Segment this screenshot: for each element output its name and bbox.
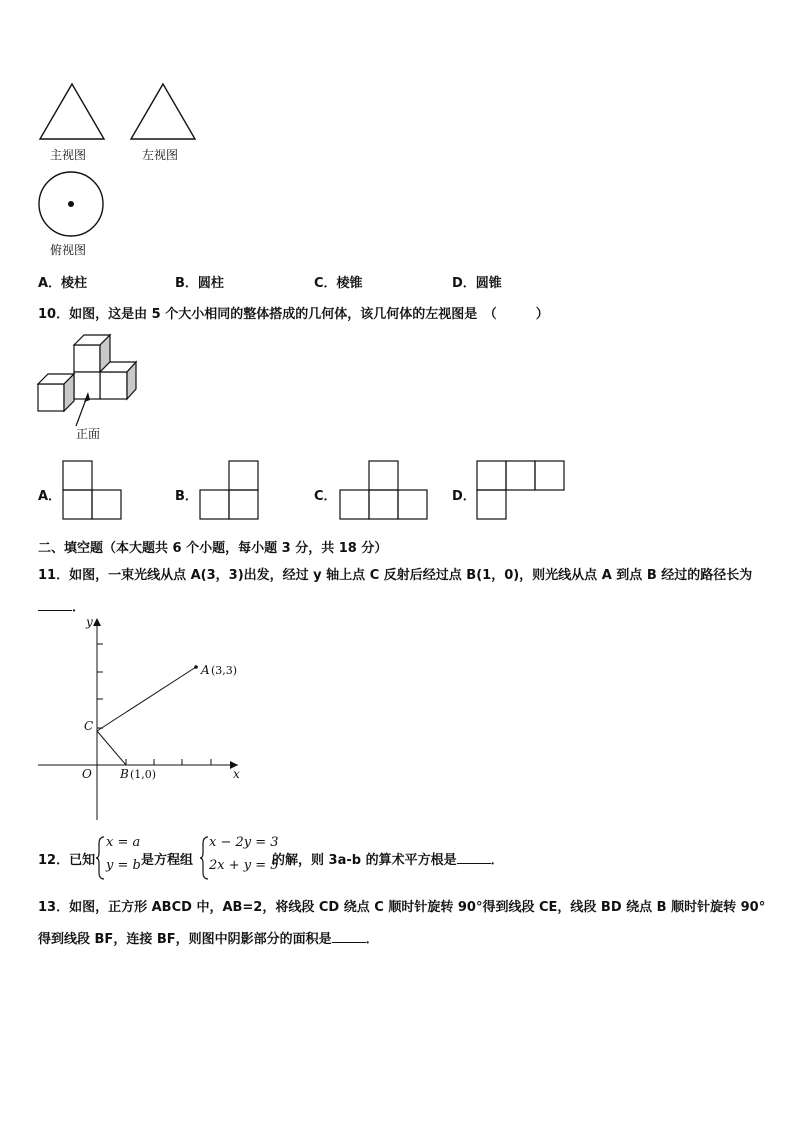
top-view-label: 俯视图	[50, 243, 87, 257]
q13-line2: 得到线段 BF，连接 BF，则图中阴影部分的面积是	[38, 932, 332, 947]
q12-system2-eq1: x − 2y = 3	[209, 835, 279, 850]
q12-brace-2	[199, 836, 209, 880]
q9-option-a: A．棱柱	[38, 276, 88, 291]
q10-option-d-label: D．	[452, 489, 476, 504]
q12-suffix: 的解，则 3a-b 的算术平方根是	[272, 853, 457, 868]
q11-x-axis-label: x	[233, 767, 240, 781]
q11-answer-line	[38, 596, 85, 615]
q12-system1-eq2: y = b	[106, 858, 141, 873]
q12-brace-1	[95, 836, 105, 880]
side-view-triangle	[129, 82, 197, 142]
q9-option-b: B．圆柱	[175, 276, 224, 291]
q10-option-b-figure	[199, 460, 261, 522]
q12-suffix-line	[272, 849, 504, 868]
q9-option-c: C．棱锥	[314, 276, 363, 291]
q11-end: ．	[72, 600, 86, 615]
q11-point-a-coord: (3,3)	[211, 664, 238, 677]
q10-option-c-figure	[339, 460, 429, 522]
q10-option-b-label: B．	[175, 489, 198, 504]
q11-point-b-coord: (1,0)	[130, 768, 157, 781]
q12-blank[interactable]	[457, 851, 491, 864]
q11-point-b-label: B	[120, 767, 129, 781]
q12-system1-eq1: x = a	[106, 835, 141, 850]
q12-end: ．	[490, 853, 504, 868]
q10-option-a-figure	[62, 460, 124, 522]
section-2-title: 二、填空题（本大题共 6 个小题，每小题 3 分，共 18 分）	[38, 541, 388, 556]
top-view-circle	[38, 170, 106, 238]
q11-blank[interactable]	[38, 598, 72, 611]
q11-origin-label: O	[82, 767, 92, 781]
q11-stem: 11．如图，一束光线从点 A(3，3)出发，经过 y 轴上点 C 反射后经过点 B(1，0)，则光线从点 A 到点 B 经过的路径长为	[38, 568, 753, 583]
front-view-triangle	[38, 82, 106, 142]
q11-point-a-label: A	[201, 663, 210, 677]
q11-graph	[36, 614, 256, 824]
q13-line1: 13．如图，正方形 ABCD 中，AB=2，将线段 CD 绕点 C 顺时针旋转 90°得到线段 CE，线段 BD 绕点 B 顺时针旋转 90°	[38, 900, 766, 915]
q10-cube-solid	[36, 332, 140, 416]
q10-front-label: 正面	[76, 427, 101, 441]
q12-middle: 是方程组	[141, 853, 194, 868]
q11-point-c-label: C	[84, 719, 94, 733]
q12-prefix: 12．已知	[38, 853, 96, 868]
q13-line2-wrap	[38, 928, 379, 947]
q13-blank[interactable]	[332, 930, 366, 943]
q10-stem: 10．如图，这是由 5 个大小相同的整体搭成的几何体，该几何体的左视图是 （ ）	[38, 307, 549, 322]
front-view-label: 主视图	[50, 148, 87, 162]
q10-option-d-figure	[476, 460, 566, 522]
q9-option-d: D．圆锥	[452, 276, 502, 291]
q10-option-a-label: A．	[38, 489, 62, 504]
side-view-label: 左视图	[142, 148, 179, 162]
q11-y-axis-label: y	[86, 615, 93, 629]
q12-system2-eq2: 2x + y = 5	[209, 858, 279, 873]
q10-option-c-label: C．	[314, 489, 337, 504]
q13-end: ．	[365, 932, 379, 947]
